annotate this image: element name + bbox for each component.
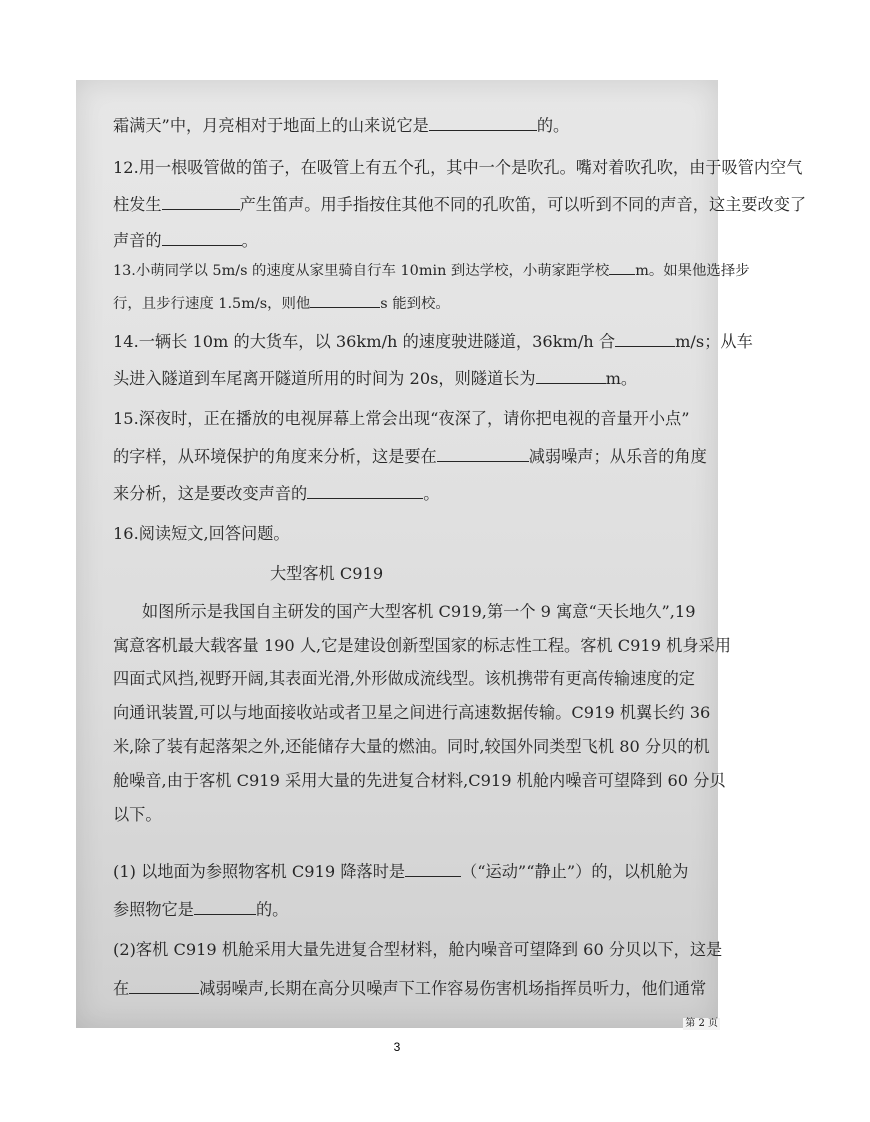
q16-sub2-line-2: 在 减弱噪声,长期在高分贝噪声下工作容易伤害机场指挥员听力，他们通常 <box>113 976 713 1002</box>
answer-blank[interactable] <box>194 897 256 915</box>
article-line-4: 向通讯装置,可以与地面接收站或者卫星之间进行高速数据传输。C919 机翼长约 36 <box>113 703 711 722</box>
answer-blank[interactable] <box>429 113 537 131</box>
scanned-worksheet-photo <box>76 80 807 1029</box>
q11-tail-line: 霜满天”中，月亮相对于地面上的山来说它是 的。 <box>113 113 713 139</box>
answer-blank[interactable] <box>162 192 240 210</box>
q13-line-1: 13.小萌同学以 5m/s 的速度从家里骑自行车 10min 到达学校，小萌家距学校 m。如果他选择步 <box>113 257 713 283</box>
answer-blank[interactable] <box>437 444 529 462</box>
answer-blank[interactable] <box>536 366 606 384</box>
article-line-5: 米,除了装有起落架之外,还能储存大量的燃油。同时,较国外同类型飞机 80 分贝的机 <box>113 737 710 756</box>
article-line-3: 四面式风挡,视野开阔,其表面光滑,外形做成流线型。该机携带有更高传输速度的定 <box>113 669 695 688</box>
q13-line-2: 行，且步行速度 1.5m/s，则他 s 能到校。 <box>113 290 713 316</box>
answer-blank[interactable] <box>310 290 380 308</box>
answer-blank[interactable] <box>307 481 423 499</box>
scan-page-tag: 第 2 页 <box>685 1018 718 1029</box>
q16-sub2-line-1: (2)客机 C919 机舱采用大量先进复合型材料，舱内噪音可望降到 60 分贝以下，这是 <box>113 940 723 959</box>
q15-line-1: 15.深夜时，正在播放的电视屏幕上常会出现“夜深了，请你把电视的音量开小点” <box>113 409 690 428</box>
q15-line-3: 来分析，这是要改变声音的 。 <box>113 481 713 507</box>
answer-blank[interactable] <box>405 859 461 877</box>
article-line-1: 如图所示是我国自主研发的国产大型客机 C919,第一个 9 寓意“天长地久”,19 <box>142 602 696 621</box>
page-number: 3 <box>393 1040 401 1054</box>
q16-sub1-line-2: 参照物它是 的。 <box>113 897 713 923</box>
q14-line-2: 头进入隧道到车尾离开隧道所用的时间为 20s，则隧道长为 m。 <box>113 366 713 392</box>
answer-blank[interactable] <box>129 976 199 994</box>
article-line-2: 寓意客机最大载客量 190 人,它是建设创新型国家的标志性工程。客机 C919 机身采用 <box>113 636 731 655</box>
q16-sub1-line-1: (1) 以地面为参照物客机 C919 降落时是 （“运动”“静止”）的，以机舱为 <box>113 859 713 885</box>
q12-line-1: 12.用一根吸管做的笛子，在吸管上有五个孔，其中一个是吹孔。嘴对着吹孔吹，由于吸管内空气 <box>113 158 803 177</box>
answer-blank[interactable] <box>162 228 242 246</box>
answer-blank[interactable] <box>615 329 675 347</box>
q15-line-2: 的字样，从环境保护的角度来分析，这是要在 减弱噪声；从乐音的角度 <box>113 444 713 470</box>
answer-blank[interactable] <box>609 257 635 275</box>
q12-line-2: 柱发生 产生笛声。用手指按住其他不同的孔吹笛，可以听到不同的声音，这主要改变了 <box>113 192 713 218</box>
article-title: 大型客机 C919 <box>270 564 384 583</box>
q12-line-3: 声音的 。 <box>113 228 713 254</box>
article-line-6: 舱噪音,由于客机 C919 采用大量的先进复合材料,C919 机舱内噪音可望降到 60 分贝 <box>113 771 726 790</box>
q14-line-1: 14.一辆长 10m 的大货车，以 36km/h 的速度驶进隧道，36km/h 合 m/s；从车 <box>113 329 713 355</box>
article-line-7: 以下。 <box>113 805 162 824</box>
q16-intro: 16.阅读短文,回答问题。 <box>113 524 290 543</box>
